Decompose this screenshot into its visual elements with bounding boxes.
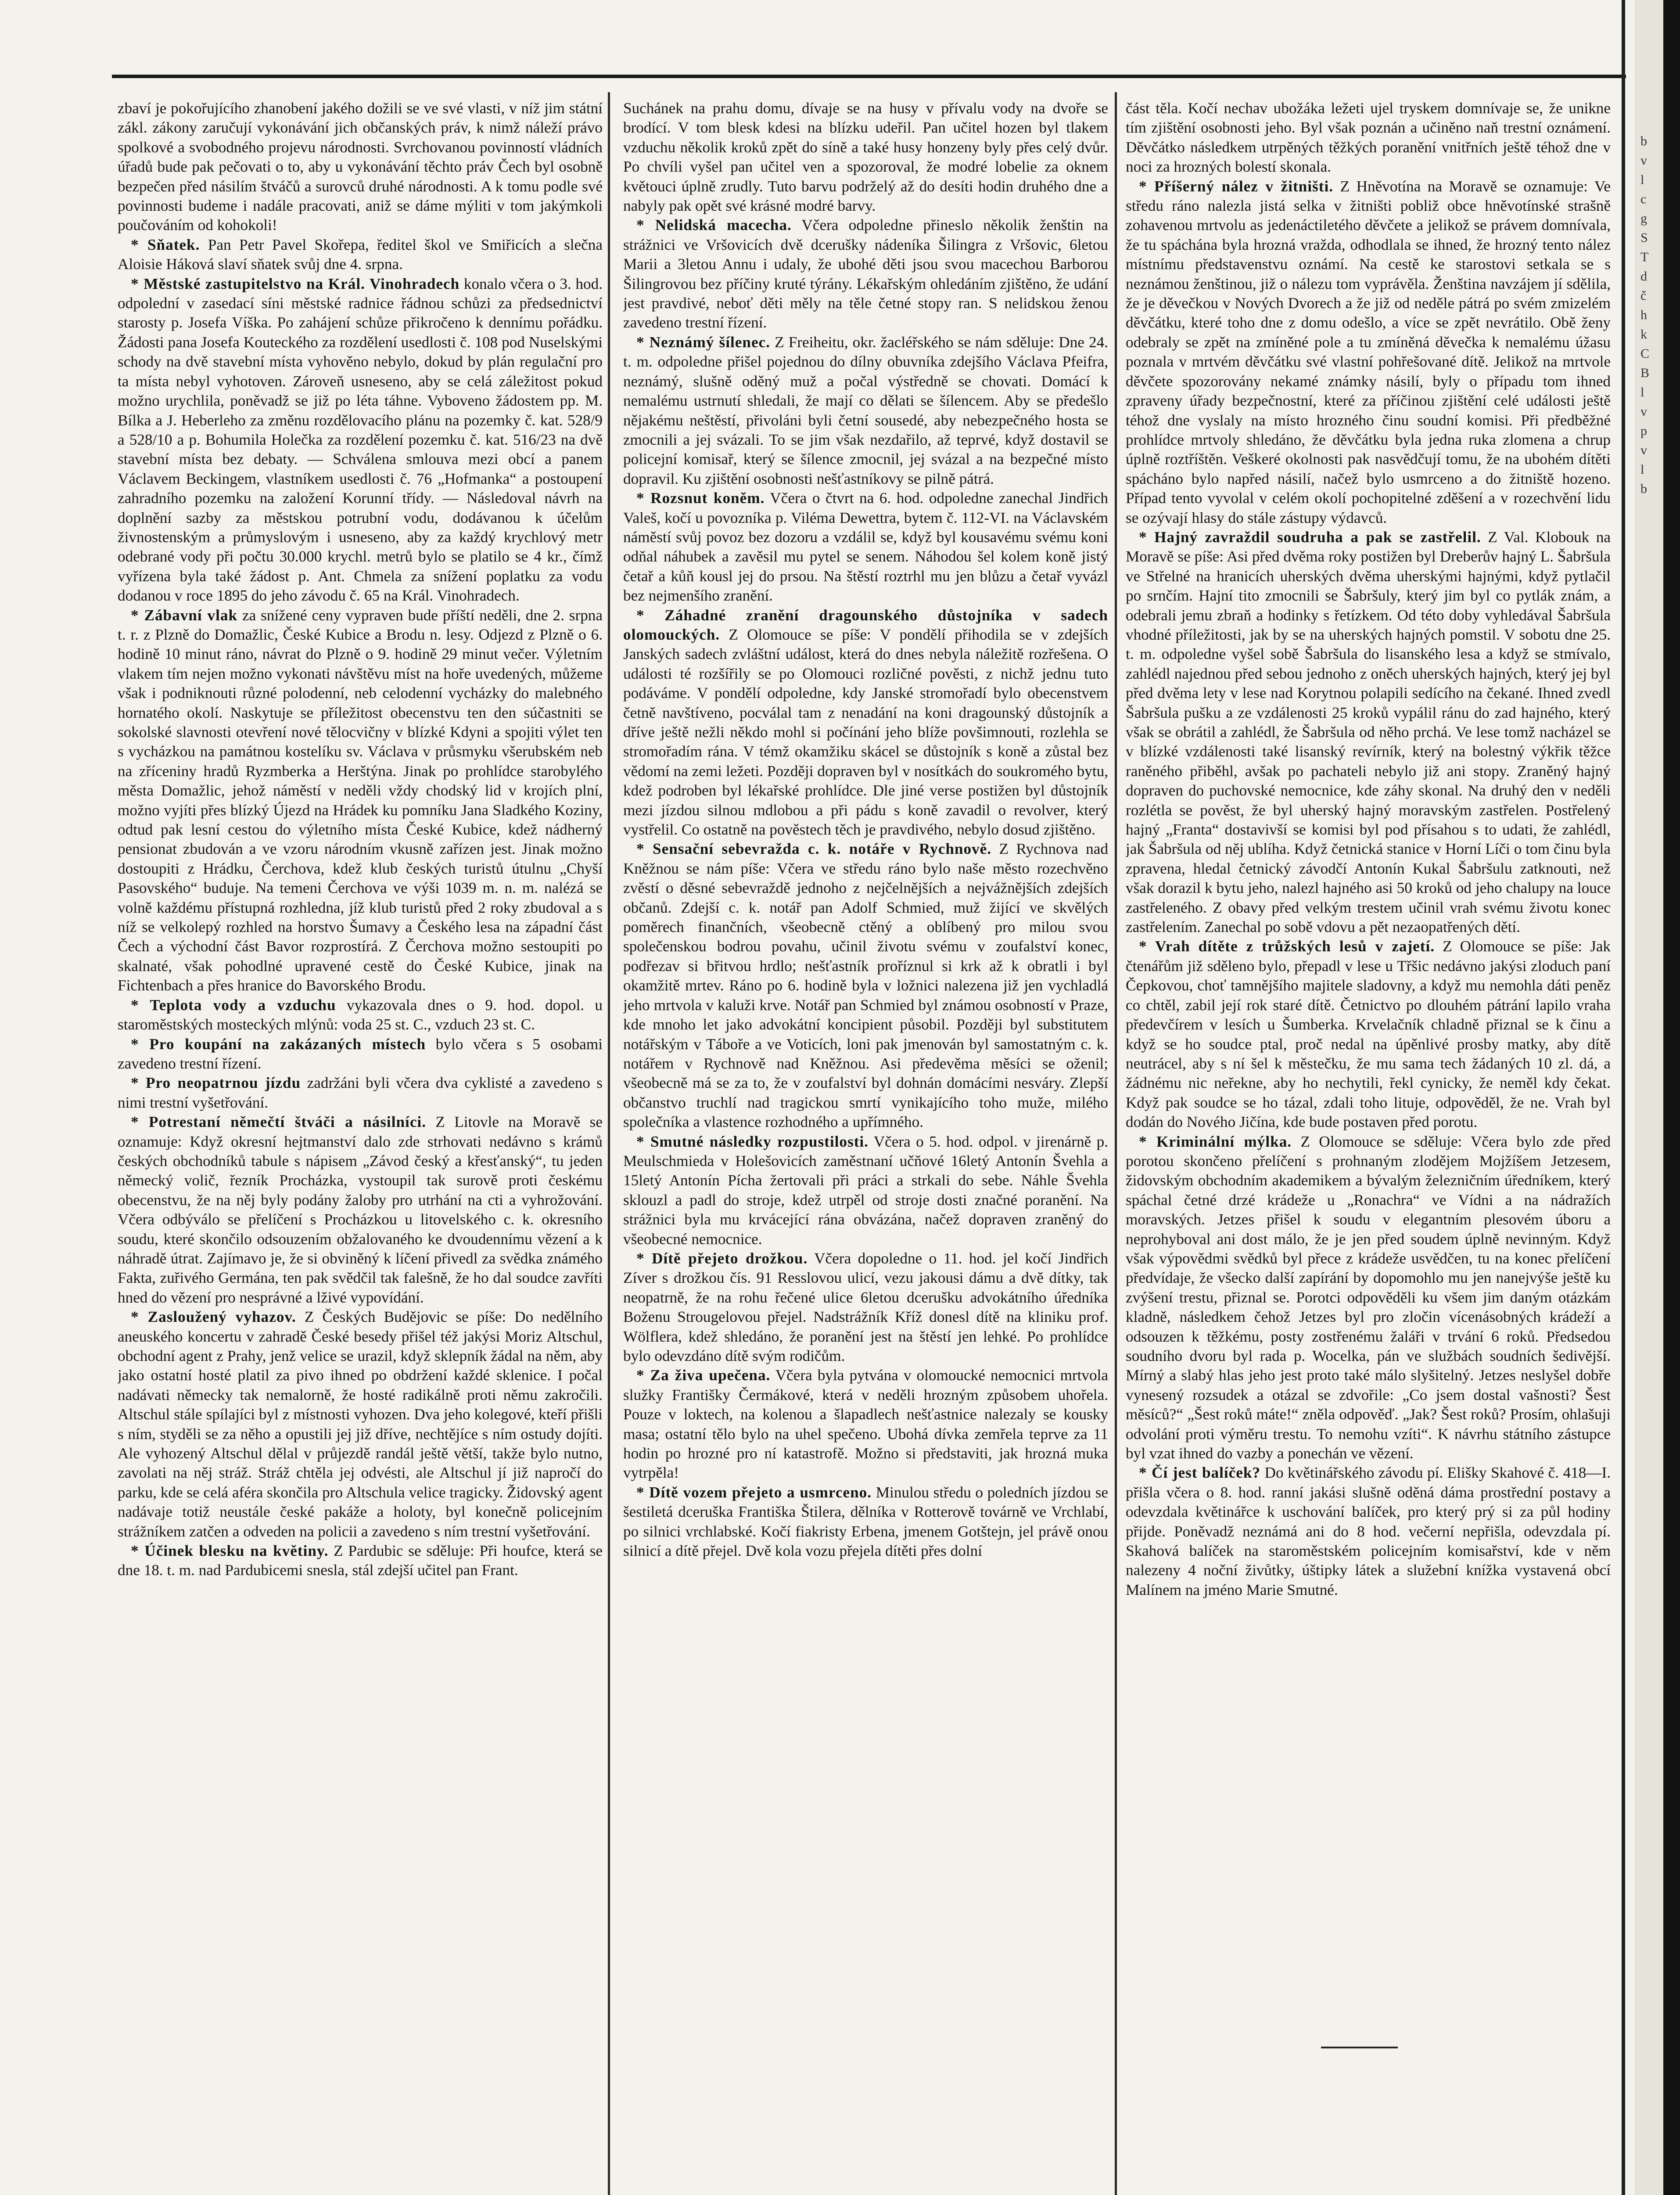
article-text: Do květinářského závodu pí. Elišky Skahové č. 418—I. přišla včera o 8. hod. ranní jakási slušně oděná dáma prostřední postavy a odevzdala květinářce k uschování balíček, pro který prý si za půl hodiny přijde. Poněvadž neznámá ani do 8 hod. večerní nepřišla, odevzdala pí. Skahová balíček na staroměstském policejním komisařství, kde v něm nalezeny 4 noční živůtky, úštipky látek a služební knížka vystavená obcí Malínem na jméno Marie Smutné.	[1126, 1464, 1611, 1598]
article-paragraph	[1126, 1463, 1611, 1600]
margin-glyph: b	[1641, 134, 1647, 148]
article-text: Z Val. Klobouk na Moravě se píše: Asi před dvěma roky postižen byl Dreberův hajný L. Šabršula ve Střelné na hranicích uherských dvěma uherskými hajnými, když pytlačil po srnčím. Hajní tito zmocnili se Šabršuly, který jim byl co pytlák znám, a odebrali jemu zbraň a hodinky s řetízkem. Od této doby vyhledával Šabršula vhodné příležitosti, jak by se na uherských hajných pomstil. V sobotu dne 25. t. m. odpoledne vyšel sobě Šabršula do lisanského lesa a když se stmívalo, zahlédl najednou před sebou jednoho z oněch uherských hajných, který jej byl před dvěma lety v lese nad Korytnou polapili sedícího na čekané. Ihned zvedl Šabršula pušku a ze vzdálenosti 25 kroků vypálil ránu do zad hajného, který však se obrátil a zahlédl, že Šabršula od něho prchá. Ve lese tomž nacházel se v blízké vzdálenosti také lisanský revírník, který na bolestný výkřik těžce raněného přiběhl, avšak po pachateli nebylo již ani stopy. Zraněný hajný dopraven do puchovské nemocnice, kde záhy skonal. Na druhý den v neděli rozlétla se pověst, že byl uherský hajný moravským zastřelen. Postřelený hajný „Franta“ dostavivší se komisi byl pod přísahou s to udati, že zahlédl, jak Šabršula od něj ublíha. Když četnická stanice v Horní Líči o tom činu byla zpravena, hledal četnický závodčí Antonín Kukal Šabršulu zatknouti, než však dorazil k bytu jeho, nalezl hajného asi 50 kroků od jeho chalupy na louce zastřeleného. Z obavy před velkým trestem učinil vrah svému životu konec zastřelením. Zanechal po sobě vdovu a pět nezaopatřených dětí.	[1126, 528, 1611, 936]
article-paragraph	[623, 839, 1108, 1132]
article-paragraph	[118, 1035, 603, 1074]
article-paragraph	[118, 1112, 603, 1307]
article-text: Z Olomouce se píše: Jak čtenářům již sděleno bylo, přepadl v lese u Třšic nedávno jakýsi zloduch paní Čepkovou, choť tamnějšího majitele sladovny, a když mu nemohla dáti peněz co chtěl, zabil její rok staré dítě. Četnictvo po dlouhém pátrání lapilo vraha předevčírem v lesích u Šumberka. Krvelačník chladně přiznal se k činu a když se ho soudce ptal, proč nedal na úpěnlivé prosby matky, aby dítě neutrácel, aby s ní šel k městečku, že mu sama tech žádaných 10 zl. dá, a žádnému nic neřekne, aby ho nechytili, řekl cynicky, že neměl kdy čekat. Když pak soudce se ho tázal, zdali toho lituje, odpověděl, že ne. Vrah byl dodán do Nového Jičína, kde bude postaven před porotu.	[1126, 938, 1611, 1131]
margin-glyph: B	[1641, 366, 1650, 380]
article-headline: * Zasloužený vyhazov.	[131, 1308, 296, 1326]
margin-glyph: č	[1641, 288, 1647, 303]
article-text: konalo včera o 3. hod. odpolední v zasedací síni městské radnice řádnou schůzi za předsednictví starosty p. Josefa Víška. Po zahájení schůze přikročeno k dennímu pořádku. Žádosti pana Josefa Kouteckého za rozdělení usedlosti č. 108 pod Nuselskými schody na dvě stavební místa vyhověno nebylo, dokud by plán regulační pro ta místa nebyl vyhotoven. Zároveň usneseno, aby se celá záležitost pokud možno urychlila, poněvadž se již po léta táhne. Vyboveno žádostem pp. M. Bílka a J. Heberleho za změnu rozdělovacího plánu na pozemky č. kat. 528/9 a 528/10 a p. Bohumila Holečka za rozdělení pozemku č. kat. 516/23 na dvě stavební místa bez debaty. — Schválena smlouva mezi obcí a panem Václavem Beckingem, vlastníkem usedlosti č. 76 „Hofmanka“ a postoupení zahradního pozemku na založení Korunní třídy. — Následoval návrh na doplnění sazby za městskou potrubní vodu, dodávanou k účelům živnostenským a průmyslovým i usneseno, aby za každý krychlový metr odebrané vody při počtu 30.000 krychl. metrů bylo se platilo se 4 kr., čímž vyřízena byla také žádost p. Ant. Chmela za snížení poplatku za vodu dodanou v roce 1895 do jeho závodu č. 65 na Král. Vinohradech.	[118, 275, 603, 605]
article-headline: * Nelidská macecha.	[636, 216, 792, 234]
end-rule	[1321, 2047, 1398, 2048]
margin-glyph: C	[1641, 346, 1650, 361]
margin-glyph: T	[1641, 250, 1649, 264]
margin-glyph: k	[1641, 327, 1647, 342]
article-paragraph	[623, 99, 1108, 216]
article-paragraph	[118, 99, 603, 235]
article-paragraph	[1126, 177, 1611, 528]
article-text: Z Freiheitu, okr. žacléřského se nám sděluje: Dne 24. t. m. odpoledne přišel pojednou do dílny obuvníka zdejšího Václava Pfeifra, neznámý, slušně oděný muž a počal výstředně se chovati. Domácí k nemalému ustrnutí shledali, že mají co dělati se šílencem. Aby se předešlo nějakému neštěstí, přivoláni byli četní sousedé, aby nebezpečného hosta se zmocnili a jej svázali. To se jim však nezdařilo, až teprvé, když dostavil se policejní komisař, který se šílence zmocnil, jej svázal a na bezpečné místo dopravil. Ku zjištění osobnosti nešťastníkovy se pilně pátrá.	[623, 333, 1108, 487]
article-text: Z Rychnova nad Kněžnou se nám píše: Včera ve středu ráno bylo naše město rozechvěno zvěstí o děsné sebevraždě jednoho z nejčelnějších a nejvážnějších zdejších občanů. Zdejší c. k. notář pan Adolf Schmied, muž žijící ve skvělých poměrech finančních, všeobecně ctěný a oblíbený pro milou svou společenskou bodrou povahu, učinil životu svému v zoufalství konec, podřezav si břitvou hrdlo; nešťastník proříznul si krk až k obratli i byl okamžitě mrtev. Ráno po 6. hodině byla v ložnici nalezena již jen vychladlá jeho mrtvola v kaluži krve. Notář pan Schmied byl známou osobností v Praze, kde mnoho let jako advokátní koncipient působil. Později byl substitutem notářským v Táboře a ve Voticích, loni pak jmenován byl samostatným c. k. notářem v Rychnově nad Kněžnou. Asi předevěma měsíci se oženil; všeobecně má se za to, že v zoufalství byl dohnán domácími nesváry. Zlepší občanstvo truchlí nad tragickou smrtí vynikajícího toho muže, milého společníka a vlastence rozhodného a upřímného.	[623, 840, 1108, 1131]
scan-border	[1663, 0, 1680, 2195]
article-headline: * Potrestaní němečtí štváči a násilníci.	[131, 1113, 427, 1131]
margin-glyph: p	[1641, 424, 1647, 438]
top-rule	[112, 75, 1626, 78]
article-paragraph	[623, 1366, 1108, 1483]
article-column-1	[118, 99, 603, 2195]
article-text: zbaví je pokořujícího zhanobení jakého dožili se ve své vlasti, v níž jim státní zákl. zákony zaručují vykonávání jich občanských práv, k nimž náleží právo spolkové a svobodného projevu národnosti. Svrchovanou povinností vládních úřadů bude pak pečovati o to, aby u vykonávání těchto práv Čech byl osobně bezpečen před násilím štváčů a surovců druhé národnosti. A k tomu podle své povinnosti budeme i nadále pracovati, aniž se dáme mýliti v tom jakýmkoli poučováním od kohokoli!	[118, 100, 603, 234]
margin-glyph: v	[1641, 153, 1647, 168]
article-text: bylo včera s 5 osobami zavedeno trestní řízení.	[118, 1035, 603, 1072]
article-paragraph	[1126, 937, 1611, 1132]
article-headline: * Účinek blesku na květiny.	[131, 1542, 329, 1560]
article-headline: * Hajný zavraždil soudruha a pak se zastřelil.	[1139, 528, 1481, 546]
article-headline: * Sňatek.	[131, 236, 200, 253]
article-text: část těla. Kočí nechav ubožáka ležeti ujel tryskem domnívaje se, že unikne tím zjištění osobnosti jeho. Byl však poznán a učiněno naň trestní oznámení. Děvčátko následkem utrpěných těžkých poranění vnitřních ještě téhož dne v noci za hrozných bolestí skonala.	[1126, 100, 1611, 176]
article-text: Z Olomouce se sděluje: Včera bylo zde před porotou skončeno přelíčení s prohnaným zlodějem Mojžíšem Jetzesem, židovským obchodním akademikem a bývalým železničním úředníkem, který spáchal četné drzé krádeže u „Ronachra“ ve Vídni a na nádražích moravských. Jetzes přišel k soudu v elegantním plesovém úboru a neprohyboval ani dost málo, že je jen před soudem úplně nevinným. Když však výpovědmi svědků byl přece z krádeže usvědčen, tu na konec přelíčení předvídaje, že všecko další zapírání by dopomohlo mu jen nanejvýše ještě ku zvýšení trestu, přiznal se. Porotci odpověděli ku všem jim daným otázkám kladně, následkem čehož Jetzes byl pro zločin vícenásobných krádeží a odsouzen k těžkému, posty zostřenému žaláři v trvání 6 roků. Předsedou soudního dvoru byl rada p. Wocelka, pán ve službách soudních šedivější. Mírný a slabý hlas jeho jest proto také málo slyšitelný. Jetzes neslyšel dobře vynesený rozsudek a otázal se zdvořile: „Co jsem dostal vašnosti? Šest měsíců?“ „Šest roků máte!“ zněla odpověď. „Jak? Šest roků? Prosím, ohlašuji odvolání proti výměru trestu. To nemohu vzíti“. K návrhu státního zástupce byl vzat ihned do vazby a ponechán ve vězení.	[1126, 1133, 1611, 1462]
article-headline: * Sensační sebevražda c. k. notáře v Rychnově.	[636, 840, 992, 858]
article-paragraph	[623, 489, 1108, 605]
article-paragraph	[118, 1073, 603, 1112]
article-headline: * Smutné následky rozpustilosti.	[636, 1133, 869, 1150]
article-headline: * Vrah dítěte z trůžských lesů v zajetí.	[1139, 938, 1435, 955]
margin-glyph: l	[1641, 173, 1644, 187]
margin-glyph: v	[1641, 443, 1647, 457]
article-headline: * Teplota vody a vzduchu	[131, 996, 336, 1014]
article-headline: * Rozsnut koněm.	[636, 489, 765, 507]
article-text: Včera o 5. hod. odpol. v jirenárně p. Meulschmieda v Holešovicích zaměstnaní učňové 16letý Antonín Švehla a 15letý Antonín Pícha žertovali při práci a strkali do sebe. Náhle Švehla sklouzl a padl do stroje, kdež utrpěl od stroje dosti značné poranění. Na strážnici byla mu krvácející rána obvázána, načež dopraven zraněný do všeobecné nemocnice.	[623, 1133, 1108, 1248]
article-paragraph	[1126, 528, 1611, 937]
article-headline: * Pro koupání na zakázaných místech	[131, 1035, 426, 1053]
article-text: Včera o čtvrt na 6. hod. odpoledne zanechal Jindřich Valeš, kočí u povozníka p. Viléma Dewettra, bytem č. 112-VI. na Václavském náměstí svůj povoz bez dozoru a vzdálil se, když byl kousavému svému koni odňal náhubek a zavěsil mu pytel se senem. Náhodou šel kolem koně jistý četař a kůň kousl jej do prsou. Na štěstí roztrhl mu jen blůzu a četař vyvázl bez nejmenšího zranění.	[623, 489, 1108, 605]
article-headline: * Městské zastupitelstvo na Král. Vinohradech	[131, 275, 460, 292]
adjacent-page-fragment	[1641, 132, 1662, 499]
margin-glyph: S	[1641, 230, 1648, 245]
article-text: Z Pardubic se sděluje: Při houfce, která se dne 18. t. m. nad Pardubicemi snesla, stál zdejší učitel pan Frant.	[118, 1542, 603, 1579]
article-headline: * Pro neopatrnou jízdu	[131, 1074, 301, 1092]
article-text: Z Českých Budějovic se píše: Do nedělního aneuského koncertu v zahradě České besedy přišel též jakýsi Moriz Altschul, obchodní agent z Prahy, jenž velice se urazil, když sklepník žádal na něm, aby jako ostatní hosté platil za pivo ihned po obdržení každé sklenice. I počal nadávati německy tak nemalorně, že hosté radikálně proti němu zakročili. Altschul stále spílajíci byl z místnosti vyhozen. Dva jeho kolegové, kteří přišli s ním, styděli se za něho a opustili jej již dříve, nechtějíce s ním ostudy dojíti. Ale vyhozený Altschul dělal v průjezdě randál ještě větší, takže bylo nutno, zavolati na něj stráž. Stráž chtěla jej odvésti, ale Altschul jí již napročí do parku, kde se celá aféra skončila pro Altschula velice tragicky. Židovský agent nadávaje totiž neustále české pakáže a holoty, byl konečně policejním strážníkem zatčen a odveden na policii a zavedeno s ním trestní vyšetřování.	[118, 1308, 603, 1540]
article-column-2	[623, 99, 1108, 2195]
article-paragraph	[118, 996, 603, 1035]
page-edge-line	[1622, 0, 1625, 2195]
article-paragraph	[623, 606, 1108, 840]
article-headline: * Záhadné zranění dragounského důstojníka v sadech olomouckých.	[623, 606, 1108, 643]
article-text: Pan Petr Pavel Skořepa, ředitel škol ve Smiřicích a slečna Aloisie Háková slaví sňatek svůj dne 4. srpna.	[118, 236, 603, 273]
margin-glyph: b	[1641, 482, 1647, 496]
article-paragraph	[1126, 99, 1611, 177]
article-text: Včera odpoledne přineslo několik ženštin na strážnici ve Vršovicích dvě dcerušky nádeníka Šilingra z Vršovic, 6letou Marii a 3letou Annu i udaly, že ubohé děti jsou svou macechou Barborou Šilingrovou bez příčiny kruté týrány. Lékařským ohledáním zjištěno, že udání jest pravdivé, neboť děti měly na těle četné stopy ran. S nelidskou ženou zavedeno trestní řízení.	[623, 216, 1108, 331]
article-text: Z Olomouce se píše: V pondělí přihodila se v zdejších Janských sadech zvláštní událost, která do dnes nebyla náležitě rozřešena. O události té rozšířily se po Olomouci rozličné pověsti, z nichž jednu tuto podáváme. V pondělí odpoledne, kdy Janské stromořadí bylo obecenstvem četně navštíveno, pocválal tam z nenadání na koni dragounský důstojník a dříve ještě nežli někdo mohl si počínání jeho blíže povšimnouti, rozlehla se stromořadím rána. V témž okamžiku skácel se důstojník s koně a zůstal bez vědomí na zemi ležeti. Později dopraven byl v nosítkách do soukromého bytu, kdež podroben byl lékařské prohlídce. Dle jiné verse postižen byl důstojník mezi jízdou silnou mdlobou a při pádu s koně zavadil o revolver, který vystřelil. Co ostatně na pověstech těch je pravdivého, nebylo dosud zjištěno.	[623, 626, 1108, 838]
article-text: Včera byla pytvána v olomoucké nemocnici mrtvola služky Františky Čermákové, která v neděli hrozným způsobem uhořela. Pouze v loktech, na kolenou a šlapadlech nešťastnice nalezaly se kousky masa; ostatní tělo bylo na uhel spečeno. Ubohá dívka zemřela teprve za 11 hodin po hrozné pro ní katastrofě. Možno si představiti, jak hrozná muka vytrpěla!	[623, 1367, 1108, 1482]
article-paragraph	[118, 1307, 603, 1541]
article-headline: * Dítě přejeto drožkou.	[636, 1249, 808, 1267]
article-paragraph	[623, 333, 1108, 489]
column-divider-2	[1115, 92, 1117, 2195]
article-paragraph	[118, 235, 603, 274]
article-paragraph	[1126, 1132, 1611, 1464]
article-paragraph	[118, 606, 603, 996]
margin-glyph: l	[1641, 385, 1644, 399]
margin-glyph: h	[1641, 308, 1647, 322]
article-paragraph	[623, 1132, 1108, 1249]
article-paragraph	[118, 274, 603, 606]
article-headline: * Za živa upečena.	[636, 1367, 771, 1384]
margin-glyph: v	[1641, 404, 1647, 419]
margin-glyph: g	[1641, 211, 1647, 226]
article-text: za snížené ceny vypraven bude příští neděli, dne 2. srpna t. r. z Plzně do Domažlic, České Kubice a Brodu n. lesy. Odjezd z Plzně o 6. hodině 10 minut ráno, návrat do Plzně o 9. hodině 29 minut večer. Výletním vlakem tím nejen možno vykonati návštěvu míst na hoře uvedených, můžeme však i podniknouti různé polodenní, neb celodenní vycházky do malebného hornatého okolí. Naskytuje se příležitost obecenstvu ten den súčastniti se sokolské slavnosti otevření nové tělocvičny v blízké Kdyni a spojiti výlet ten s vycházkou na památnou kostelíku sv. Václava v průsmyku všerubském neb na zříceniny hradů Ryzmberka a Herštýna. Jinak po prohlídce starobylého města Domažlic, jehož náměstí v neděli vždy chodský lid v krojích plní, možno vyjíti přes blízký Újezd na Hrádek ku pomníku Jana Sladkého Koziny, odtud pak lesní cestou do výletního místa České Kubice, kdež nádherný pensionat zbudován a ve vzoru národním vkusně zařízen jest. Jinak možno dostoupiti z Hrádku, Čerchova, kdež klub českých turistů útulnu „Chyší Pasovského“ buduje. Na temeni Čerchova ve výši 1039 m. n. m. nalézá se volně každému přístupná rozhledna, jíž klub turistů před 2 roky zbudoval a s níž se velkolepý rozhled na horstvo Šumavy a Českého lesa na západní část Čech a východní část Bavor rozprostírá. Z Čerchova možno sestoupiti po skalnaté, však pohodlné upravené cestě do České Kubice, jinak na Fichtenbach a přes hranice do Bavorského Brodu.	[118, 606, 603, 994]
article-text: Z Hněvotína na Moravě se oznamuje: Ve středu ráno nalezla jistá selka v žitništi pobliž obce hněvotínské strašně zohavenou mrtvolu as jedenáctiletého děvčete a jelikož se právem domnívala, že tu spáchána byla hrozná vražda, odhodlala se ihned, že hrozný tento nález místnímu představenstvu oznámí. Na cestě ke starostovi setkala se s neznámou ženštinou, již o nálezu tom vyprávěla. Ženština navzájem jí sdělila, že je děvečkou v Nových Dvorech a že již od neděle pátrá po svém zmizelém děvčátku, které toho dne z domu odešlo, a více se zpět nevrátilo. Obě ženy odebraly se zpět na zmíněné pole a tu zmíněná děvečka k nemalému úžasu poznala v mrtvém děvčátku své vlastní pohřešované dítě. Jelikož na mrtvole děvčete spozorovány nekamé známky násilí, byly o případu tom ihned zpraveny úřady bezpečnostní, které za příčinou zjištění celé události ještě téhož dne vyslaly na místo hrozného činu soudní komisi. Při předběžné prohlídce mrtvoly shledáno, že děvčátku byla jedna ruka zlomena a chrup úplně roztříštěn. Veškeré okolnosti pak nasvědčují tomu, že na ubohém dítěti spácháno bylo napřed násilí, načež bylo usmrceno a do žitniště hozeno. Případ tento vyvolal v celém okolí pochopitelné zděšení a v rozechvění lidu se ozývají hlasy do stále zástupy výdavců.	[1126, 177, 1611, 526]
article-paragraph	[623, 1249, 1108, 1366]
article-headline: * Čí jest balíček?	[1139, 1464, 1261, 1482]
article-paragraph	[623, 216, 1108, 332]
article-text: Včera dopoledne o 11. hod. jel kočí Jindřich Zíver s drožkou čís. 91 Resslovou ulicí, vezu jakousi dámu a dvě dítky, tak neopatrně, že na rohu řečené ulice 6letou dcerušku advokátního úředníka Boženu Strougelovou přejel. Nadstrážník Kříž donesl dítě na kliniku prof. Wölflera, kdež shledáno, že poranění jest na štěstí jen lehké. Po prohlídce bylo odevzdáno dítě svým rodičům.	[623, 1249, 1108, 1364]
article-text: vykazovala dnes o 9. hod. dopol. u staroměstských mosteckých mlýnů: voda 25 st. C., vzduch 23 st. C.	[118, 996, 603, 1033]
article-paragraph	[623, 1483, 1108, 1561]
article-text: Minulou středu o poledních jízdou se šestiletá dceruška Františka Štilera, dělníka v Rotterově továrně ve Vrchlabí, po silnici vrchlabské. Kočí fiakristy Erbena, jmenem Gotštejn, jel právě onou silnicí a dítě přejel. Dvě kola vozu přejela dítěti přes dolní	[623, 1483, 1108, 1560]
article-headline: * Zábavní vlak	[131, 606, 238, 624]
article-headline: * Kriminální mýlka.	[1139, 1133, 1292, 1150]
article-headline: * Příšerný nález v žitništi.	[1139, 177, 1334, 195]
column-divider-1	[608, 92, 610, 2195]
article-text: Suchánek na prahu domu, dívaje se na husy v přívalu vody na dvoře se brodící. V tom blesk kdesi na blízku udeřil. Pan učitel hozen byl tlakem vzduchu několik kroků zpět do síně a také husy honzeny byly přes celý dvůr. Po chvíli vyšel pan učitel ven a spozoroval, že modré lobelie za oknem květouci úplně zrudly. Tuto barvu podrželý až do desíti hodin druhého dne a nabyly pak opět své krásné modré barvy.	[623, 100, 1108, 215]
margin-glyph: d	[1641, 269, 1647, 284]
article-headline: * Neznámý šílenec.	[636, 333, 770, 351]
article-headline: * Dítě vozem přejeto a usmrceno.	[636, 1483, 872, 1501]
margin-glyph: c	[1641, 192, 1647, 206]
article-text: Z Litovle na Moravě se oznamuje: Když okresní hejtmanství dalo zde strhovati nedávno s krámů českých obchodníků tabule s nápisem „Závod český a křesťanský“, tu jeden německý volič, řezník Procházka, vystoupil tak surově proti českému obecenstvu, že na něj byly podány žaloby pro utrhání na cti a vyhrožování. Včera odbýválo se přelíčení s Procházkou u litovelského c. k. okresního soudu, které skončilo odsouzením obžalovaného ke dvoudennímu vězení a k náhradě útrat. Zajímavo je, že si obviněný k líčení přivedl za svědka známého Fakta, zuřivého Germána, ten pak svědčil tak falešně, že ho dal soudce zavříti hned do vězení pro nesprávné a lživé vypovídání.	[118, 1113, 603, 1306]
article-text: zadržáni byli včera dva cyklisté a zavedeno s nimi trestní vyšetřování.	[118, 1074, 603, 1111]
article-column-3	[1126, 99, 1611, 2195]
margin-glyph: l	[1641, 462, 1644, 477]
article-paragraph	[118, 1541, 603, 1580]
